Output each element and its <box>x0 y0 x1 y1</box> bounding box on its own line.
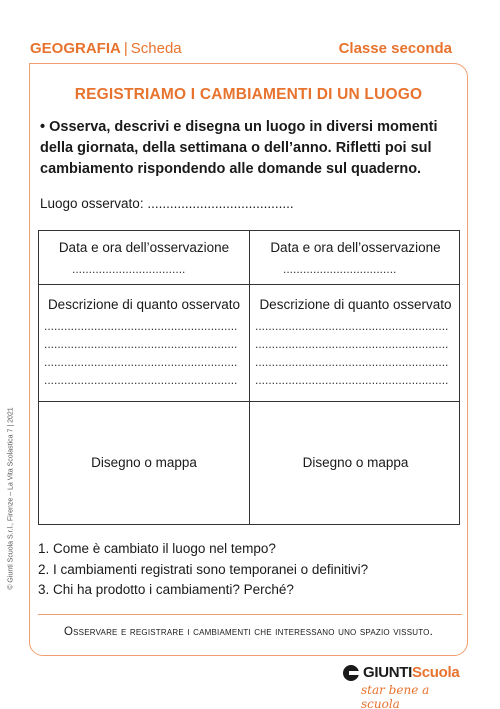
giunti-g-icon <box>343 665 359 681</box>
table-divider-row2 <box>39 401 459 402</box>
description-label-left: Descrizione di quanto osservato <box>47 297 241 312</box>
description-dots-left-1: .......................................................... <box>44 319 238 333</box>
luogo-dots: ....................................... <box>147 196 294 211</box>
question-item: 1. Come è cambiato il luogo nel tempo? <box>38 541 276 556</box>
description-dots-right-3: .......................................................... <box>255 355 449 369</box>
page-title: REGISTRIAMO I CAMBIAMENTI DI UN LUOGO <box>74 86 423 103</box>
description-dots-left-2: .......................................................... <box>44 337 238 351</box>
logo-brand-name: GIUNTI <box>363 664 413 681</box>
description-label-right: Descrizione di quanto osservato <box>259 297 452 312</box>
date-label-left: Data e ora dell’osservazione <box>58 240 230 255</box>
luogo-label: Luogo osservato: <box>40 196 144 211</box>
question-item: 2. I cambiamenti registrati sono temporanei o definitivi? <box>38 561 369 577</box>
date-dots-right: .................................. <box>283 262 397 276</box>
header <box>30 40 452 62</box>
logo-brand <box>363 664 459 681</box>
logo-brand-scuola: Scuola <box>412 664 460 681</box>
header-separator: | <box>123 40 128 57</box>
credit-sidebar <box>6 355 16 655</box>
drawing-label-right: Disegno o mappa <box>302 455 409 470</box>
description-dots-left-4: .......................................................... <box>44 373 238 387</box>
description-dots-right-1: .......................................................... <box>255 319 449 333</box>
subject-label <box>30 40 182 57</box>
sheet-type: Scheda <box>130 40 182 57</box>
class-label: Classe seconda <box>338 40 452 57</box>
footer-objective: Osservare e registrare i cambiamenti che interessano uno spazio vissuto. <box>64 626 433 638</box>
date-dots-left: .................................. <box>72 262 186 276</box>
description-dots-right-2: .......................................................... <box>255 337 449 351</box>
questions-list <box>38 539 368 601</box>
drawing-label-left: Disegno o mappa <box>91 455 197 470</box>
credit-text: © Giunti Scuola S.r.l., Firenze – La Vita Scolastica 7 | 2021 <box>7 407 15 590</box>
instructions: • Osserva, descrivi e disegna un luogo in diversi momenti della giornata, della settimana o dell’anno. Rifletti poi sul cambiamento rispondendo alle domande sul quaderno. <box>40 119 438 177</box>
publisher-logo <box>343 664 463 709</box>
logo-tagline: star bene a scuola <box>361 683 430 709</box>
observation-table <box>38 230 460 525</box>
description-dots-left-3: .......................................................... <box>44 355 238 369</box>
table-divider-vertical <box>249 231 250 524</box>
question-item: 3. Chi ha prodotto i cambiamenti? Perché? <box>38 582 294 597</box>
subject-name: GEOGRAFIA <box>30 40 121 57</box>
table-divider-row1 <box>39 284 459 285</box>
date-label-right: Data e ora dell’osservazione <box>270 240 441 255</box>
luogo-field <box>40 196 294 211</box>
description-dots-right-4: .......................................................... <box>255 373 449 387</box>
footer-divider <box>38 614 462 615</box>
